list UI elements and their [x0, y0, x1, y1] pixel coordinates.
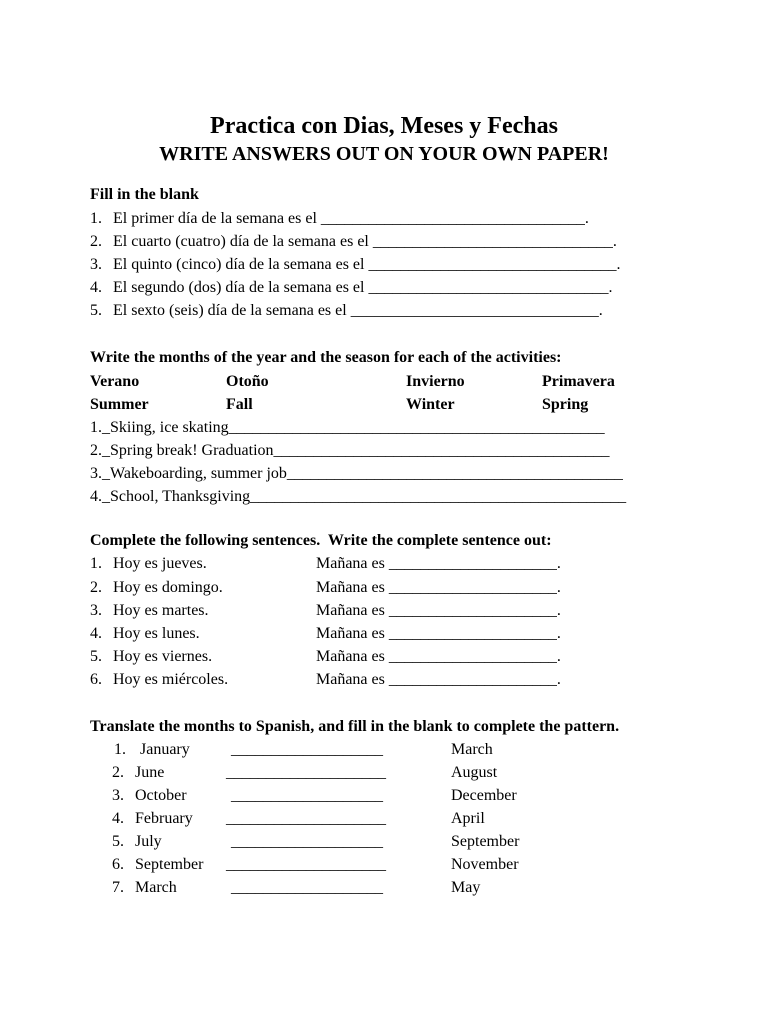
season-label-es: Verano [90, 373, 140, 390]
month-english: January [140, 741, 190, 758]
pattern-month: May [451, 879, 481, 896]
page-subtitle: WRITE ANSWERS OUT ON YOUR OWN PAPER! [159, 143, 609, 165]
list-item-number: 5. [90, 648, 102, 665]
list-item-number: 2. [112, 764, 124, 781]
season-label-es: Otoño [226, 373, 269, 390]
sentence-prompt: Hoy es miércoles. [113, 671, 229, 688]
sentence-answer: Mañana es _____________________. [316, 579, 561, 596]
month-english: February [135, 810, 193, 827]
list-item-number: 1. [114, 741, 126, 758]
pattern-month: August [451, 764, 498, 781]
month-english: July [135, 833, 162, 850]
list-item-number: 4. [112, 810, 124, 827]
pattern-month: April [451, 810, 485, 827]
month-english: June [135, 764, 165, 781]
season-label-en: Fall [226, 396, 253, 413]
sentence-answer: Mañana es _____________________. [316, 602, 561, 619]
list-item: El quinto (cinco) día de la semana es el _______________________________. [113, 256, 621, 273]
sentence-answer: Mañana es _____________________. [316, 671, 561, 688]
pattern-month: November [451, 856, 519, 873]
sentence-answer: Mañana es _____________________. [316, 648, 561, 665]
page-title: Practica con Dias, Meses y Fechas [210, 113, 558, 139]
sentence-answer: Mañana es _____________________. [316, 555, 561, 572]
sentence-prompt: Hoy es lunes. [113, 625, 200, 642]
list-item-number: 3. [112, 787, 124, 804]
activity-item: 1._Skiing, ice skating_______________________________________________ [90, 419, 605, 436]
section1-heading: Fill in the blank [90, 186, 199, 203]
list-item-number: 5. [90, 302, 102, 319]
month-blank: ____________________ [226, 764, 386, 781]
activity-item: 3._Wakeboarding, summer job__________________________________________ [90, 465, 623, 482]
list-item-number: 3. [90, 256, 102, 273]
section2-heading: Write the months of the year and the season for each of the activities: [90, 349, 562, 366]
activity-item: 2._Spring break! Graduation__________________________________________ [90, 442, 610, 459]
month-english: March [135, 879, 177, 896]
pattern-month: March [451, 741, 493, 758]
month-blank: ___________________ [231, 833, 383, 850]
season-label-en: Spring [542, 396, 589, 413]
list-item-number: 5. [112, 833, 124, 850]
list-item-number: 2. [90, 579, 102, 596]
sentence-prompt: Hoy es domingo. [113, 579, 223, 596]
list-item: El segundo (dos) día de la semana es el ______________________________. [113, 279, 613, 296]
season-label-es: Invierno [406, 373, 465, 390]
season-label-en: Winter [406, 396, 455, 413]
month-english: October [135, 787, 187, 804]
activity-item: 4._School, Thanksgiving_______________________________________________ [90, 488, 627, 505]
sentence-prompt: Hoy es martes. [113, 602, 209, 619]
sentence-answer: Mañana es _____________________. [316, 625, 561, 642]
section3-heading: Complete the following sentences. Write the complete sentence out: [90, 532, 552, 549]
list-item-number: 2. [90, 233, 102, 250]
pattern-month: December [451, 787, 517, 804]
list-item: El cuarto (cuatro) día de la semana es el ______________________________. [113, 233, 617, 250]
season-label-en: Summer [90, 396, 149, 413]
list-item: El sexto (seis) día de la semana es el _______________________________. [113, 302, 603, 319]
month-blank: ____________________ [226, 810, 386, 827]
month-english: September [135, 856, 204, 873]
month-blank: ___________________ [231, 879, 383, 896]
list-item-number: 6. [112, 856, 124, 873]
list-item: El primer día de la semana es el _________________________________. [113, 210, 589, 227]
list-item-number: 7. [112, 879, 124, 896]
list-item-number: 1. [90, 210, 102, 227]
month-blank: ___________________ [231, 787, 383, 804]
sentence-prompt: Hoy es viernes. [113, 648, 213, 665]
list-item-number: 1. [90, 555, 102, 572]
section4-heading: Translate the months to Spanish, and fill in the blank to complete the pattern. [90, 718, 620, 735]
month-blank: ____________________ [226, 856, 386, 873]
list-item-number: 6. [90, 671, 102, 688]
sentence-prompt: Hoy es jueves. [113, 555, 207, 572]
list-item-number: 4. [90, 625, 102, 642]
list-item-number: 3. [90, 602, 102, 619]
pattern-month: September [451, 833, 520, 850]
list-item-number: 4. [90, 279, 102, 296]
season-label-es: Primavera [542, 373, 615, 390]
month-blank: ___________________ [231, 741, 383, 758]
